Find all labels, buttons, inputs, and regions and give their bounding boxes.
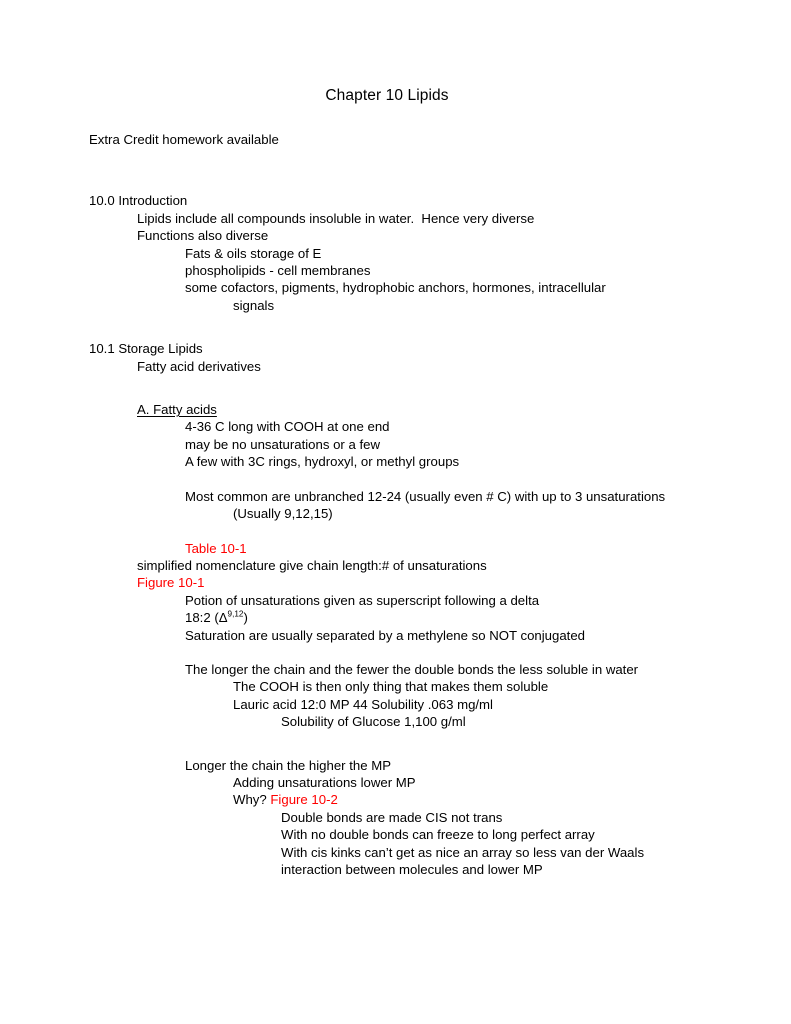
intro-line-functions: Functions also diverse — [137, 228, 269, 244]
mp-adding-unsaturations-line: Adding unsaturations lower MP — [233, 774, 416, 790]
spacer — [89, 148, 685, 192]
fatty-acid-line-most-common: Most common are unbranched 12-24 (usually even # C) with up to 3 unsaturations — [185, 488, 666, 504]
mp-why-label: Why? — [233, 792, 271, 808]
fatty-acid-line-usually-positions: (Usually 9,12,15) — [233, 506, 333, 522]
solubility-intro-line: The longer the chain and the fewer the double bonds the less soluble in water — [185, 661, 639, 677]
spacer — [89, 731, 685, 757]
saturation-methylene-line: Saturation are usually separated by a methylene so NOT conjugated — [185, 627, 586, 643]
potion-superscript-line: Potion of unsaturations given as superscript following a delta — [185, 592, 540, 608]
fatty-acid-line-unsaturations: may be no unsaturations or a few — [185, 436, 380, 452]
fatty-acid-line-length: 4-36 C long with COOH at one end — [185, 419, 390, 435]
intro-line-phospholipids: phospholipids - cell membranes — [185, 263, 371, 279]
solubility-cooh-line: The COOH is then only thing that makes them soluble — [233, 679, 549, 695]
section-heading-10-1: 10.1 Storage Lipids — [89, 341, 203, 357]
extra-credit-notice: Extra Credit homework available — [89, 132, 279, 147]
mp-why-line — [89, 791, 685, 808]
fatty-acid-derivatives-line: Fatty acid derivatives — [137, 358, 261, 374]
mp-detail-cis-trans: Double bonds are made CIS not trans — [281, 809, 503, 825]
intro-line-cofactors: some cofactors, pigments, hydrophobic anchors, hormones, intracellular — [185, 280, 606, 296]
delta-notation-example — [89, 609, 685, 626]
solubility-lauric-acid-line: Lauric acid 12:0 MP 44 Solubility .063 mg/ml — [233, 696, 493, 712]
page-title: Chapter 10 Lipids — [325, 87, 449, 104]
solubility-glucose-line: Solubility of Glucose 1,100 g/ml — [281, 714, 466, 730]
topic-heading-underlined-text: A. Fatty acids — [137, 402, 217, 418]
mp-detail-cis-kinks: With cis kinks can’t get as nice an array so less van der Waals interaction between molecules and lower MP — [281, 844, 648, 877]
section-heading-10-0: 10.0 Introduction — [89, 193, 188, 209]
reference-table-10-1: Table 10-1 — [185, 540, 247, 556]
intro-line-fats-oils: Fats & oils storage of E — [185, 245, 322, 261]
delta-notation-base: 18:2 (Δ — [185, 610, 228, 626]
spacer — [89, 314, 685, 340]
spacer — [89, 375, 685, 401]
intro-line-signals: signals — [233, 297, 275, 313]
mp-detail-freeze-array: With no double bonds can freeze to long perfect array — [281, 827, 595, 843]
mp-longer-chain-line: Longer the chain the higher the MP — [185, 757, 392, 773]
spacer — [89, 523, 685, 540]
spacer — [89, 105, 685, 131]
delta-notation-close: ) — [243, 610, 248, 626]
intro-line-lipids-include: Lipids include all compounds insoluble in water. Hence very diverse — [137, 210, 535, 226]
simplified-nomenclature-line: simplified nomenclature give chain length:# of unsaturations — [137, 557, 487, 573]
topic-heading-fatty-acids — [89, 401, 685, 418]
reference-figure-10-1: Figure 10-1 — [137, 575, 205, 591]
spacer — [89, 644, 685, 661]
delta-notation-superscript: 9,12 — [227, 609, 244, 619]
reference-figure-10-2: Figure 10-2 — [270, 792, 338, 808]
document-body — [89, 86, 685, 878]
spacer — [89, 471, 685, 488]
fatty-acid-line-rings: A few with 3C rings, hydroxyl, or methyl groups — [185, 454, 460, 470]
